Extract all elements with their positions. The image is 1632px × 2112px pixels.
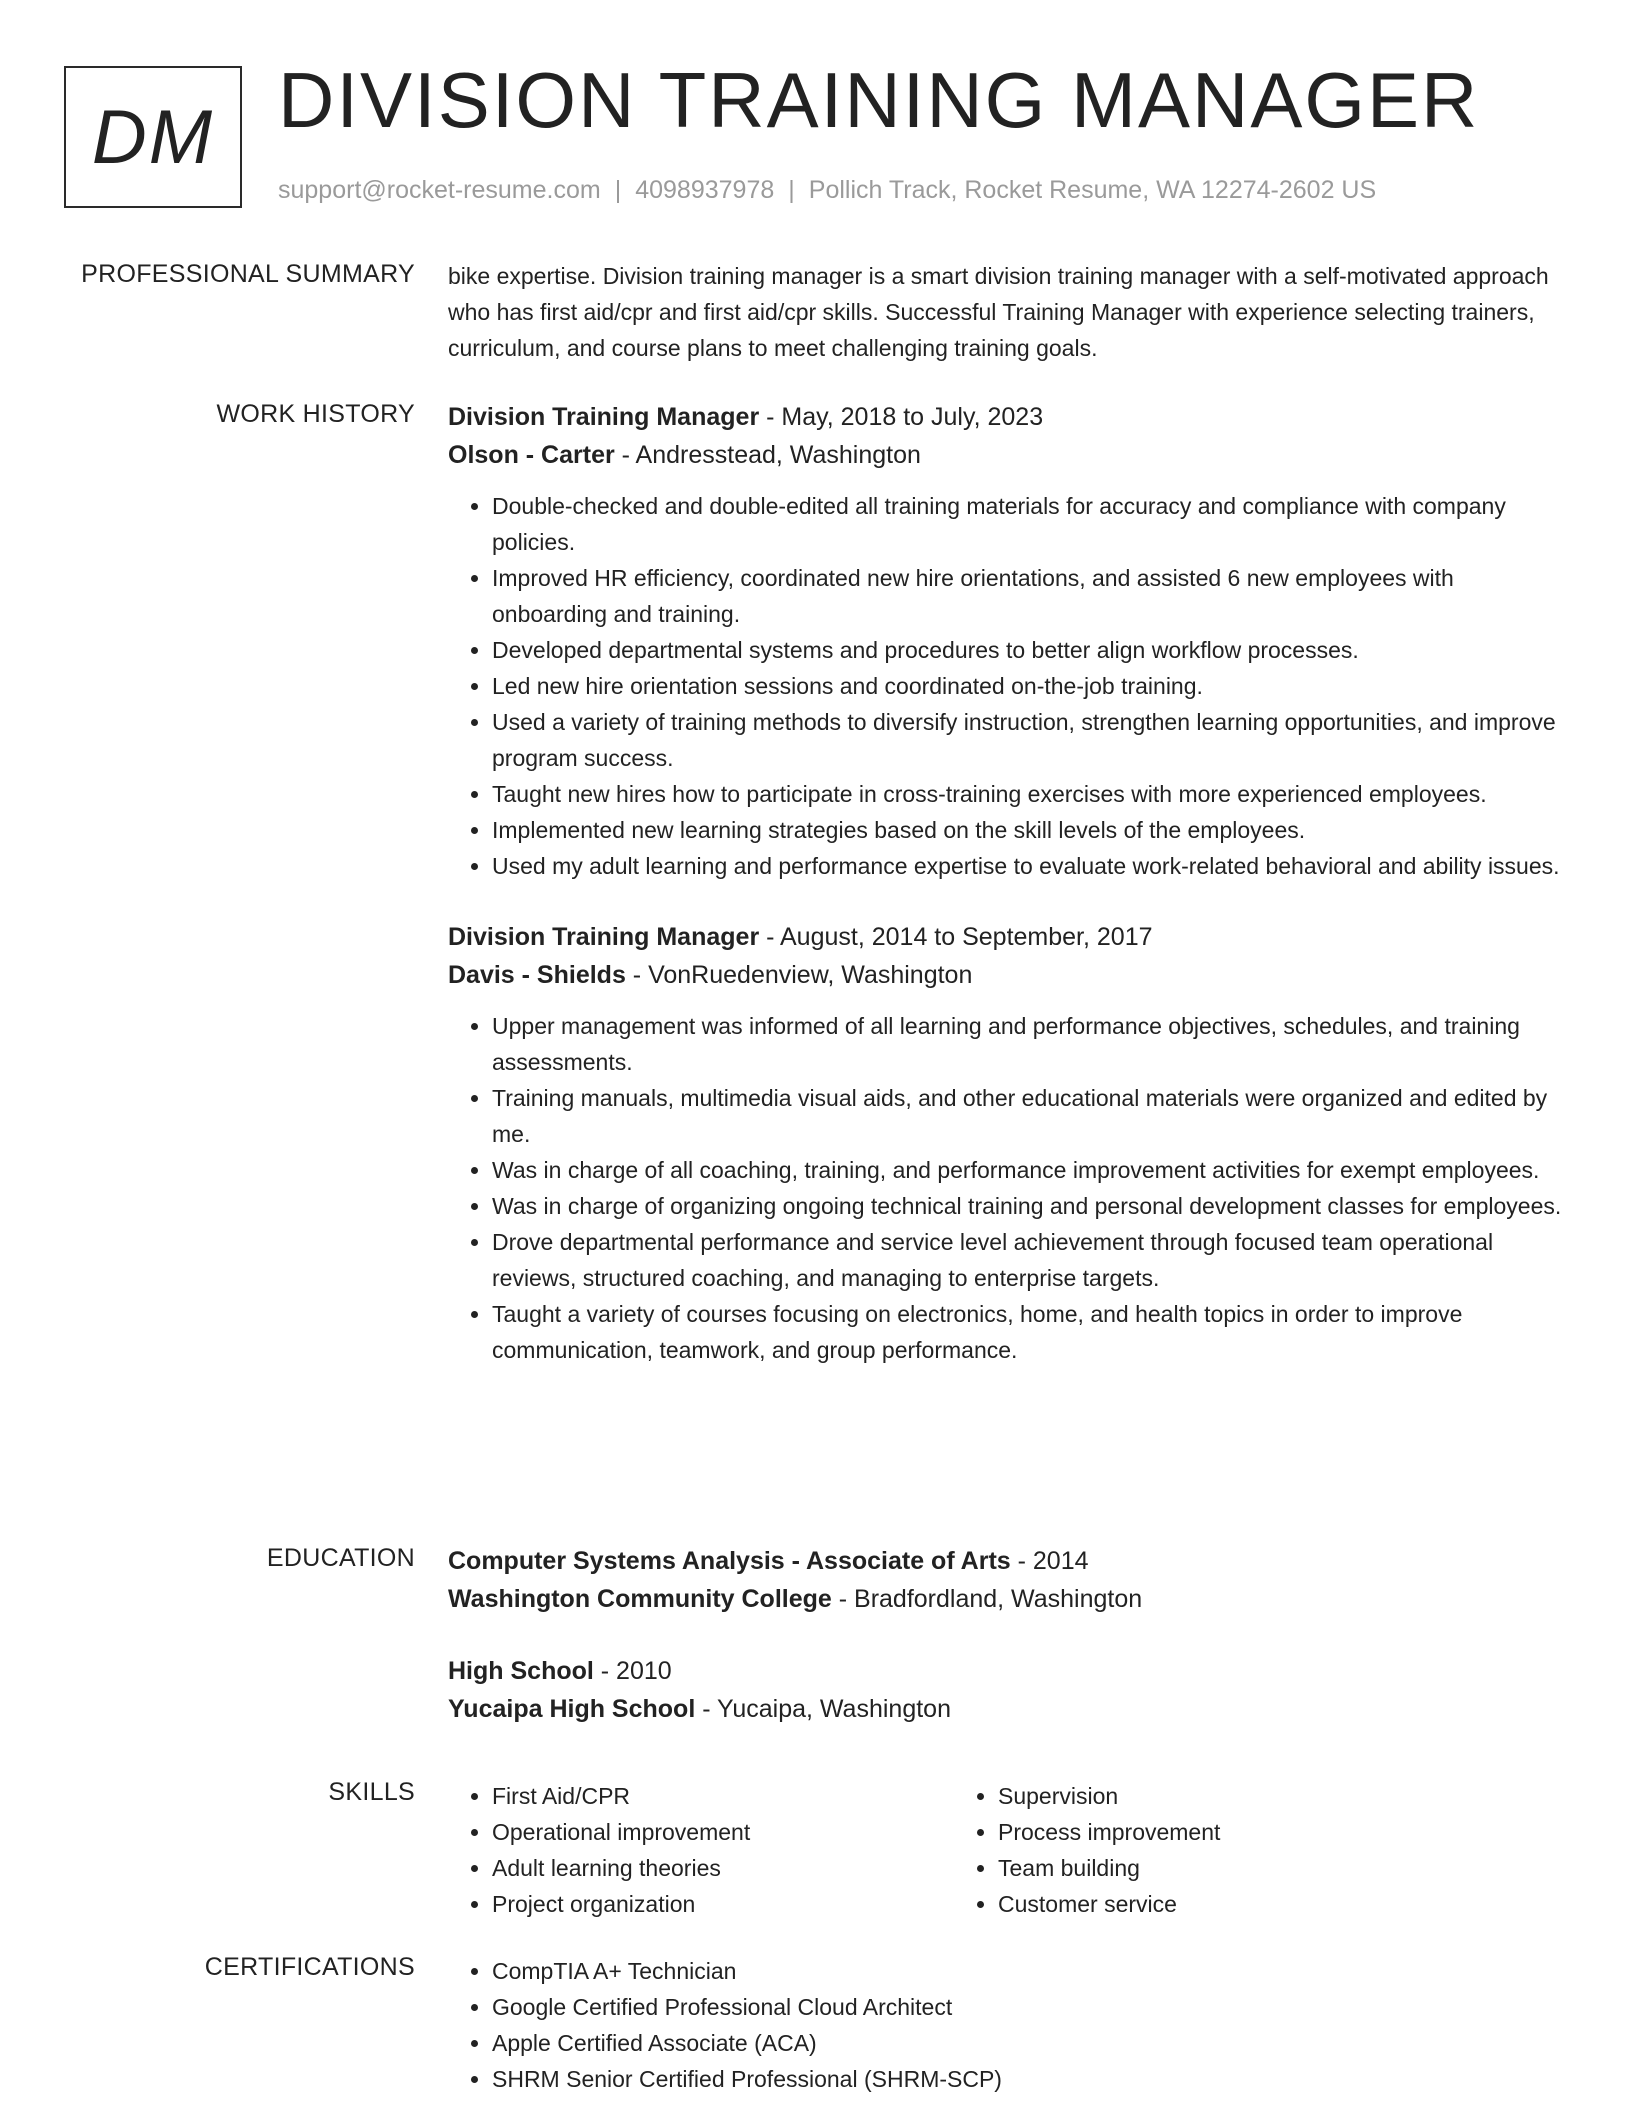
list-item: • Taught a variety of courses focusing on electronics, home, and health topics in order to improve communication, teamwork, and group performance. [492,1296,1563,1368]
work-body [448,398,1563,1368]
skills-label: SKILLS [328,1778,415,1806]
list-item: • First Aid/CPR [492,1778,954,1814]
job-entry [448,398,1563,884]
education-entry [448,1542,1563,1618]
contact-email[interactable]: support@rocket-resume.com [278,176,601,204]
list-item: • CompTIA A+ Technician [492,1953,1563,1989]
school: Washington Community College [448,1585,832,1613]
school: Yucaipa High School [448,1695,696,1723]
school-line [448,1690,1563,1728]
contact-separator: | [614,176,622,204]
list-item: • Was in charge of all coaching, training, and performance improvement activities for exempt employees. [492,1152,1563,1188]
job-company: Davis - Shields [448,961,626,989]
school-line [448,1580,1563,1618]
degree-line [448,1542,1563,1580]
job-title-line [448,918,1563,956]
contact-address: Pollich Track, Rocket Resume, WA 12274-2602 US [808,176,1377,204]
contact-line [278,176,1376,205]
list-item: • Used a variety of training methods to diversify instruction, strengthen learning opportunities, and improve program success. [492,704,1563,776]
job-title: Division Training Manager [448,403,760,431]
list-item: • Project organization [492,1886,954,1922]
degree: High School [448,1657,594,1685]
list-item: • SHRM Senior Certified Professional (SHRM-SCP) [492,2061,1563,2097]
education-body [448,1542,1563,1728]
list-item: • Operational improvement [492,1814,954,1850]
degree-line [448,1652,1563,1690]
job-location: - Andresstead, Washington [614,441,921,469]
list-item: • Process improvement [998,1814,1460,1850]
certifications-label: CERTIFICATIONS [204,1953,415,1981]
job-dates: - May, 2018 to July, 2023 [759,403,1044,431]
list-item: • Led new hire orientation sessions and coordinated on-the-job training. [492,668,1563,704]
job-company-line [448,956,1563,994]
job-bullets [448,488,1563,884]
list-item: • Improved HR efficiency, coordinated new hire orientations, and assisted 6 new employees with onboarding and training. [492,560,1563,632]
list-item: • Google Certified Professional Cloud Architect [492,1989,1563,2025]
skills-column-left [448,1778,954,1922]
list-item: • Customer service [998,1886,1460,1922]
job-dates: - August, 2014 to September, 2017 [759,923,1153,951]
monogram-logo: DM [64,66,242,208]
education-entry [448,1652,1563,1728]
list-item: • Adult learning theories [492,1850,954,1886]
job-location: - VonRuedenview, Washington [625,961,973,989]
list-item: • Was in charge of organizing ongoing technical training and personal development classes for employees. [492,1188,1563,1224]
list-item: • Supervision [998,1778,1460,1814]
list-item: • Taught new hires how to participate in cross-training exercises with more experienced employees. [492,776,1563,812]
certifications-body [448,1953,1563,2097]
list-item: • Implemented new learning strategies based on the skill levels of the employees. [492,812,1563,848]
degree: Computer Systems Analysis - Associate of Arts [448,1547,1011,1575]
list-item: • Double-checked and double-edited all training materials for accuracy and compliance with company policies. [492,488,1563,560]
summary-label: PROFESSIONAL SUMMARY [81,260,415,288]
page-title: DIVISION TRAINING MANAGER [278,56,1480,144]
list-item: • Used my adult learning and performance expertise to evaluate work-related behavioral and ability issues. [492,848,1563,884]
degree-year: - 2014 [1010,1547,1089,1575]
job-bullets [448,1008,1563,1368]
skills-body [448,1778,1563,1922]
work-label: WORK HISTORY [216,400,415,428]
education-label: EDUCATION [266,1544,415,1572]
list-item: • Team building [998,1850,1460,1886]
skills-grid [448,1778,1563,1922]
list-item: • Drove departmental performance and service level achievement through focused team operational reviews, structured coaching, and managing to enterprise targets. [492,1224,1563,1296]
contact-phone[interactable]: 4098937978 [635,176,775,204]
list-item: • Training manuals, multimedia visual aids, and other educational materials were organized and edited by me. [492,1080,1563,1152]
certifications-list [448,1953,1563,2097]
job-entry [448,918,1563,1368]
list-item: • Apple Certified Associate (ACA) [492,2025,1563,2061]
job-company-line [448,436,1563,474]
school-location: - Bradfordland, Washington [831,1585,1143,1613]
summary-text: bike expertise. Division training manager is a smart division training manager with a self-motivated approach who has first aid/cpr and first aid/cpr skills. Successful Training Manager with experience selecting trainers, curriculum, and course plans to meet challenging training goals. [448,263,1549,361]
job-title-line [448,398,1563,436]
list-item: • Developed departmental systems and procedures to better align workflow processes. [492,632,1563,668]
contact-separator: | [788,176,795,204]
job-title: Division Training Manager [448,923,760,951]
job-company: Olson - Carter [448,441,615,469]
degree-year: - 2010 [593,1657,672,1685]
skills-column-right [954,1778,1460,1922]
school-location: - Yucaipa, Washington [695,1695,951,1723]
list-item: • Upper management was informed of all learning and performance objectives, schedules, and training assessments. [492,1008,1563,1080]
